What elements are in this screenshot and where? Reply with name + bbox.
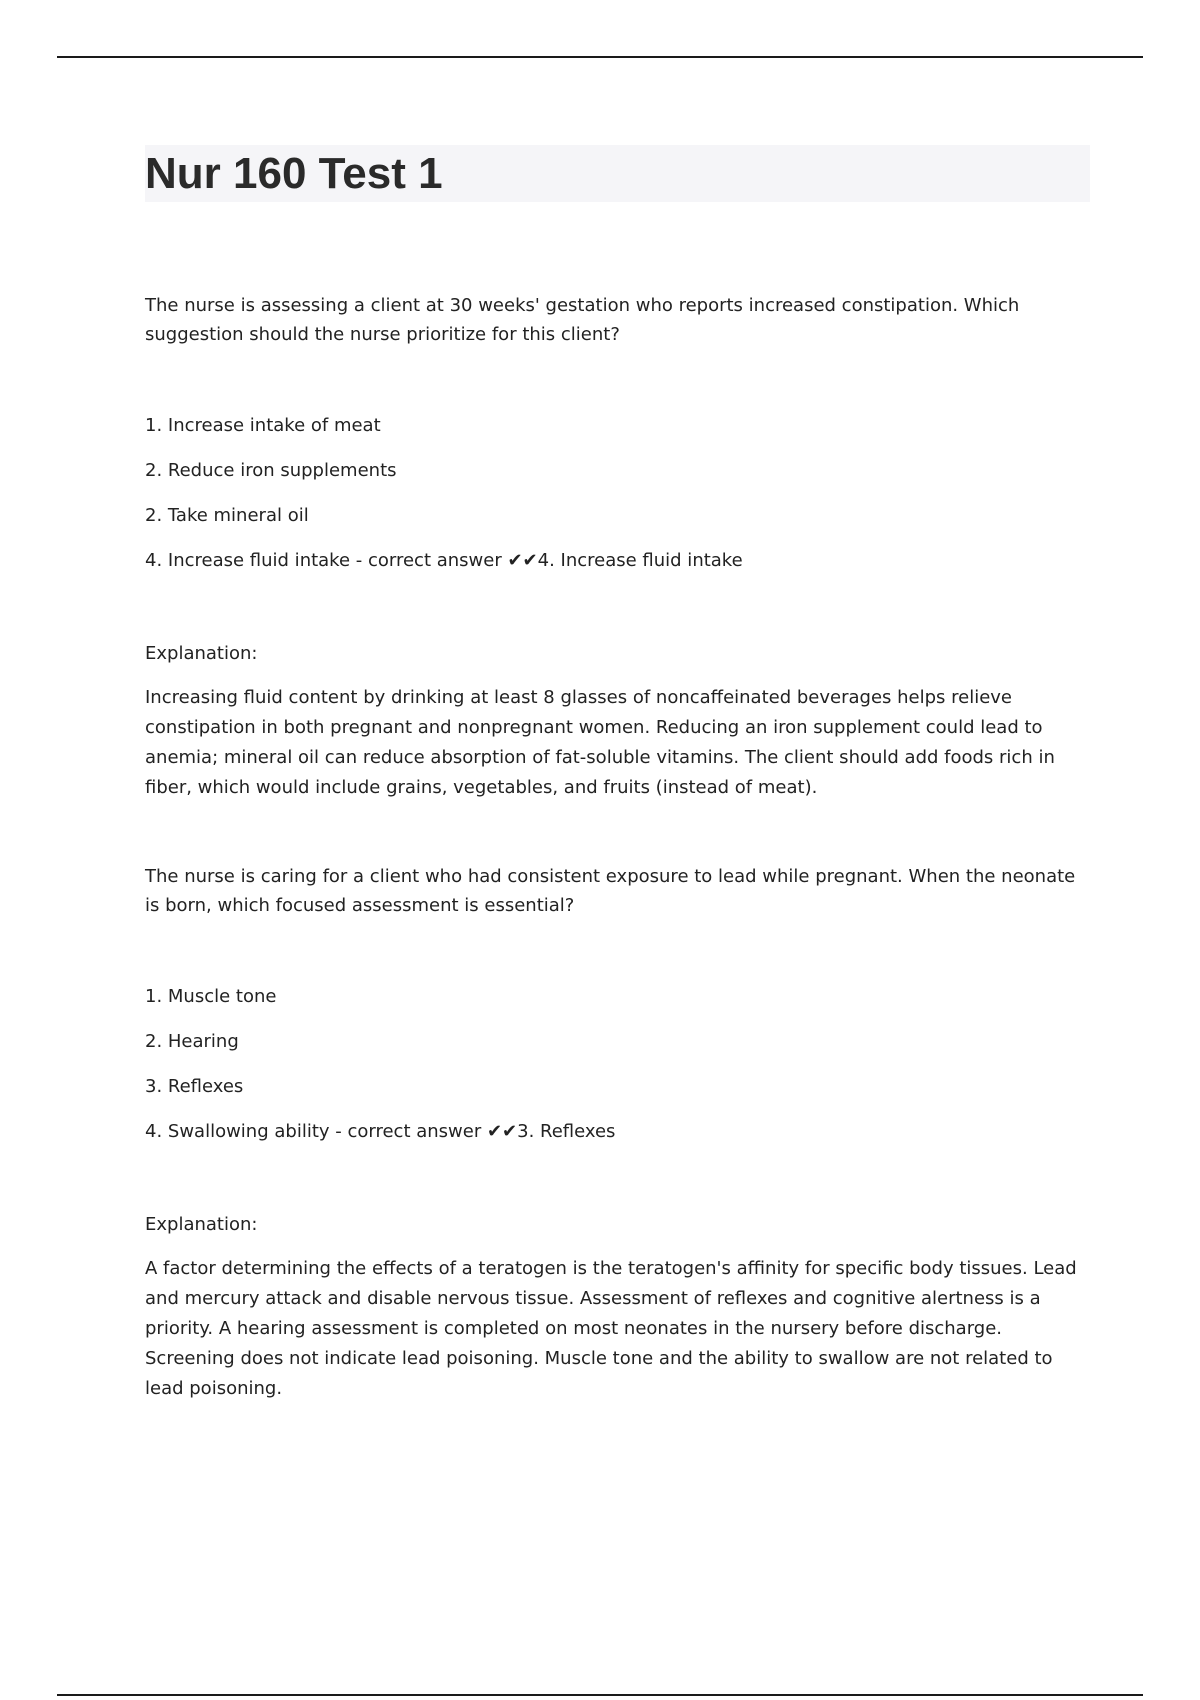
question-1-choice-2: 2. Reduce iron supplements	[145, 460, 397, 481]
question-1-prompt: The nurse is assessing a client at 30 weeks' gestation who reports increased constipation. Which suggestion should the nurse prioritize for this client?	[145, 295, 1020, 345]
question-2-choice-2: 2. Hearing	[145, 1031, 239, 1052]
title-band	[145, 145, 1090, 202]
question-2-choice-3: 3. Reflexes	[145, 1076, 244, 1097]
question-2-choice-1: 1. Muscle tone	[145, 986, 277, 1007]
question-1-explanation: Increasing fluid content by drinking at least 8 glasses of noncaffeinated beverages helps relieve constipation in both pregnant and nonpregnant women. Reducing an iron supplement could lead to anemia; mineral oil can reduce absorption of fat-soluble vitamins. The client should add foods rich in fiber, which would include grains, vegetables, and fruits (instead of meat).	[145, 687, 1055, 798]
document-title: Nur 160 Test 1	[145, 149, 443, 198]
question-2-explanation: A factor determining the effects of a teratogen is the teratogen's affinity for specific body tissues. Lead and mercury attack and disable nervous tissue. Assessment of reflexes and cognitive alertness is a priority. A hearing assessment is completed on most neonates in the nursery before discharge. Screening does not indicate lead poisoning. Muscle tone and the ability to swallow are not related to lead poisoning.	[145, 1258, 1077, 1399]
question-1-choice-1: 1. Increase intake of meat	[145, 415, 381, 436]
question-2-explanation-label: Explanation:	[145, 1214, 258, 1235]
question-2-prompt: The nurse is caring for a client who had consistent exposure to lead while pregnant. When the neonate is born, which focused assessment is essential?	[145, 866, 1076, 916]
question-1-choice-3: 2. Take mineral oil	[145, 505, 309, 526]
question-1-choices	[145, 414, 743, 594]
question-2-choices	[145, 985, 615, 1165]
question-2-choice-4: 4. Swallowing ability - correct answer ✔✔3. Reflexes	[145, 1121, 616, 1142]
top-rule	[57, 56, 1143, 58]
question-1-explanation-label: Explanation:	[145, 643, 258, 664]
bottom-rule	[57, 1694, 1143, 1696]
question-1-choice-4: 4. Increase fluid intake - correct answer ✔✔4. Increase fluid intake	[145, 550, 743, 571]
